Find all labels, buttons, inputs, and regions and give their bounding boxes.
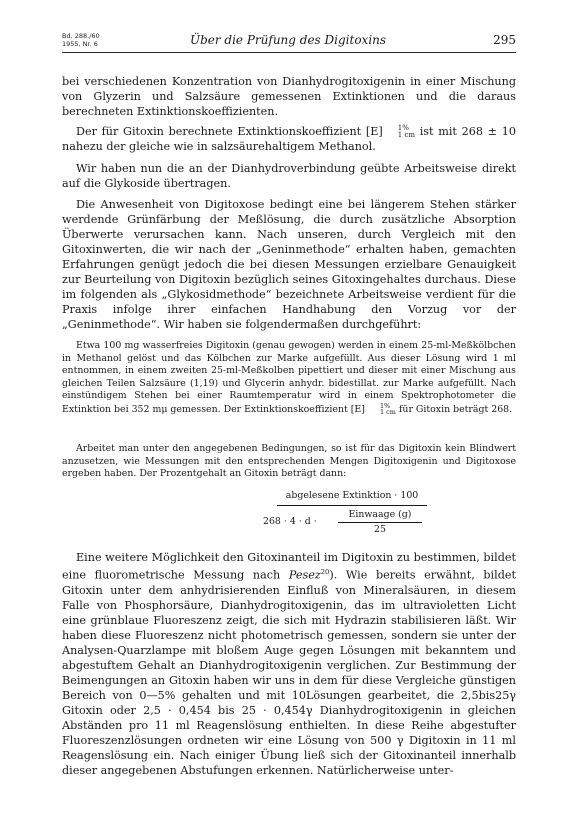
paragraph-5-text [62, 550, 516, 778]
method-extinction-index [366, 403, 396, 416]
method-extinction-sub: 1 cm [379, 408, 396, 417]
method-extinction-sup: 1% [379, 401, 391, 410]
paragraph-5-before: Eine weitere Möglichkeit den Gitoxinanteil im Digitoxin zu bestimmen, bildet eine fluorometrische Messung nach [62, 551, 516, 582]
journal-volume-line2: 1955, Nr. 6 [62, 40, 98, 48]
paragraph-4-text: Die Anwesenheit von Digitoxose bedingt eine bei längerem Stehen stärker werdende Grünfärbung der Meßlösung, die durch zusätzliche Absorption Überwerte verursachen kann. Nach unseren, durch Vergleich mit den Gitoxinwerten, die wir nach der „Geninmethode“ erhalten haben, gemachten Erfahrungen genügt jedoch die bei diesen Messungen erzielbare Genauigkeit zur Beurteilung von Digitoxin bezüglich seines Gitoxingehaltes durchaus. Diese im folgenden als „Glykosidmethode“ bezeichnete Arbeitsweise verdient für die Praxis infolge ihrer einfachen Handhabung den Vorzug vor der „Geninmethode“. Wir haben sie folgendermaßen durchgeführt: [62, 198, 516, 331]
paragraph-5-after: ). Wie bereits erwähnt, bildet Gitoxin unter dem anhydrisierenden Einfluß von Mineralsäuren, in diesem Falle von Phosphorsäure, Dianhydrogitoxigenin, das im ultravioletten Licht eine grünblaue Fluoreszenz zeigt, die sich mit Hydrazin stabilisieren läßt. Wir haben diese Fluoreszenz nicht photometrisch gemessen, sondern sie unter der Analysen-Quarzlampe mit bloßem Auge gegen Lösungen mit bekanntem und abgestuftem Gehalt an Dianhydrogitoxigenin verglichen. Zur Bestimmung der Beimengungen an Gitoxin haben wir uns in dem für diese Vergleiche günstigen Bereich von 0—5% gehalten und mit 10Lösungen gearbeitet, die 2,5bis25γ Gitoxin oder 2,5 · 0,454 bis 25 · 0,454γ Dianhydrogitoxigenin in gleichen Abständen pro 11 ml Reagenslösung enthielten. In diese Reihe abgestufter Fluoreszenzlösungen ordneten wir eine Lösung von 500 γ Digitoxin in 11 ml Reagenslösung ein. Nach einiger Übung ließ sich der Gitoxinanteil innerhalb dieser angegebenen Abstufungen erkennen. Natürlicherweise unter- [62, 568, 516, 777]
formula-inner-bar [338, 522, 422, 523]
header-rule [62, 52, 516, 53]
paragraph-1-text: bei verschiedenen Konzentration von Dianhydrogitoxigenin in einer Mischung von Glyzerin und Salzsäure gemessenen Extinktionen und die daraus berechneten Extinktionskoeffizienten. [62, 75, 516, 118]
extinction-sup: 1% [397, 124, 409, 132]
paragraph-2-before: Der für Gitoxin berechnete Extinktionskoeffizient [E] [76, 125, 383, 138]
paragraph-3-text: Wir haben nun die an der Dianhydroverbindung geübte Arbeitsweise direkt auf die Glykoside übertragen. [62, 162, 516, 190]
gitoxin-formula [62, 490, 516, 542]
method-before: Etwa 100 mg wasserfreies Digitoxin (genau gewogen) werden in einem 25-ml-Meßkölbchen in Methanol gelöst und das Kölbchen zur Marke aufgefüllt. Aus dieser Lösung wird 1 ml entnommen, in einem zweiten 25-ml-Meßkolben pipettiert und dieser mit einer Mischung aus gleichen Teilen Salzsäure (1,19) und Glycerin anhydr. bidestillat. zur Marke aufgefüllt. Nach einstündigem Stehen bei einer Raumtemperatur wird in einem Spektrophotometer die Extinktion bei 352 mμ gemessen. Der Extinktionskoeffizient [E] [62, 340, 516, 415]
formula-inner-fraction [332, 509, 428, 535]
paragraph-5 [62, 550, 516, 778]
formula-inner-denominator: 25 [374, 524, 386, 535]
author-name: Pesez [288, 568, 321, 582]
method-paragraph [62, 340, 516, 417]
page-number: 295 [493, 33, 516, 47]
formula-denominator-factor: 268 · 4 · d · [263, 516, 317, 527]
reference-number: 20 [320, 568, 330, 576]
method-paragraph-2 [62, 443, 516, 481]
extinction-index [384, 125, 415, 139]
paragraph-1 [62, 74, 516, 119]
extinction-sub: 1 cm [397, 131, 416, 139]
method-after: für Gitoxin beträgt 268. [395, 403, 513, 415]
paragraph-2-after: ist mit 268 ± 10 nahezu der gleiche wie in salzsäurehaltigem Methanol. [62, 125, 516, 153]
paragraph-3 [62, 161, 516, 191]
paragraph-4 [62, 197, 516, 332]
paragraph-2-text [62, 124, 516, 154]
formula-fraction-bar [277, 505, 427, 506]
method-2-text: Arbeitet man unter den angegebenen Bedingungen, so ist für das Digitoxin kein Blindwert anzusetzen, wie Messungen mit den entsprechenden Mengen Digitoxigenin und Digitoxose ergeben haben. Der Prozentgehalt an Gitoxin beträgt dann: [62, 443, 516, 480]
paragraph-2 [62, 124, 516, 154]
formula-numerator: abgelesene Extinktion · 100 [285, 490, 419, 501]
formula-inner-numerator: Einwaage (g) [348, 509, 412, 520]
method-text [62, 340, 516, 417]
running-title: Über die Prüfung des Digitoxins [189, 33, 387, 47]
journal-volume-line1: Bd. 288./60 [62, 32, 100, 40]
